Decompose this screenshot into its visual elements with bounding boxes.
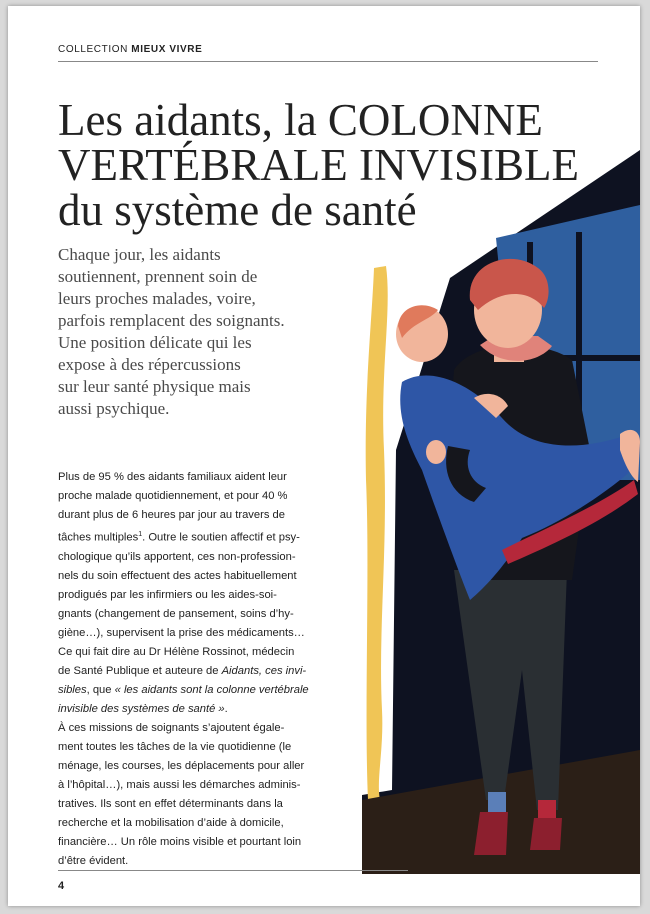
lede-line: parfois remplacent des soignants. [58, 311, 285, 330]
quote: invisible des systèmes de santé » [58, 702, 225, 715]
body-line [58, 525, 346, 548]
lede-line: soutiennent, prennent soin de [58, 267, 258, 286]
body-line [58, 681, 346, 700]
body-text: , que [86, 683, 115, 696]
title-line-3: du système de santé [58, 185, 417, 235]
body-line: ménage, les courses, les déplacements pour aller [58, 759, 305, 772]
collection-prefix: COLLECTION [58, 44, 128, 55]
body-line: durant plus de 6 heures par jour au travers de [58, 509, 285, 521]
body-line: gnants (changement de pansement, soins d’hy- [58, 607, 294, 620]
body-line: chologique qu’ils apportent, ces non-profession- [58, 550, 296, 563]
body-text: de Santé Publique et auteure de [58, 664, 222, 677]
body-line: financière… Un rôle moins visible et pourtant loin [58, 835, 302, 848]
quote: « les aidants sont la colonne vertébrale [114, 683, 309, 696]
body-line: nels du soin effectuent des actes habituellement [58, 569, 297, 582]
article-lede [58, 244, 333, 420]
title-line-1: Les aidants, la COLONNE [58, 95, 543, 145]
body-text: . [224, 702, 228, 715]
body-line: Ce qui fait dire au Dr Hélène Rossinot, médecin [58, 645, 295, 658]
header-rule [58, 61, 598, 62]
body-line: prodigués par les infirmiers ou les aides-soi- [58, 588, 277, 601]
body-line: d’être évident. [58, 854, 129, 867]
magazine-page [8, 6, 640, 906]
lede-line: aussi psychique. [58, 399, 170, 418]
body-line: recherche et la mobilisation d’aide à domicile, [58, 816, 284, 829]
collection-header [58, 44, 202, 55]
lede-line: Une position délicate qui les [58, 333, 252, 352]
body-line: À ces missions de soignants s’ajoutent égale- [58, 721, 285, 734]
body-text: tâches multiples [58, 531, 139, 544]
body-line: à l’hôpital…), mais aussi les démarches adminis- [58, 778, 301, 791]
body-line: giène…), supervisent la prise des médicaments… [58, 626, 305, 639]
body-line: tratives. Ils sont en effet déterminants dans la [58, 797, 283, 810]
lede-line: leurs proches malades, voire, [58, 289, 256, 308]
yellow-strip [366, 266, 388, 800]
body-text: . Outre le soutien affectif et psy- [142, 531, 300, 544]
body-line [58, 700, 346, 719]
book-title: Aidants, ces invi- [221, 664, 307, 677]
body-line: ment toutes les tâches de la vie quotidienne (le [58, 740, 292, 753]
shoes [474, 812, 508, 855]
book-title: sibles [58, 683, 87, 696]
title-line-2: VERTÉBRALE INVISIBLE [58, 140, 579, 190]
body-line: proche malade quotidiennement, et pour 40 % [58, 490, 288, 502]
body-line [58, 662, 346, 681]
page-number: 4 [58, 880, 65, 892]
lede-line: expose à des répercussions [58, 355, 241, 374]
footer-rule [58, 870, 408, 871]
lede-line: sur leur santé physique mais [58, 377, 251, 396]
body-line: Plus de 95 % des aidants familiaux aident leur [58, 471, 287, 483]
footnote-ref: 1 [138, 531, 143, 538]
collection-name: MIEUX VIVRE [131, 44, 203, 55]
article-body [58, 468, 346, 871]
lede-line: Chaque jour, les aidants [58, 245, 221, 264]
caregiver-illustration [362, 150, 640, 874]
